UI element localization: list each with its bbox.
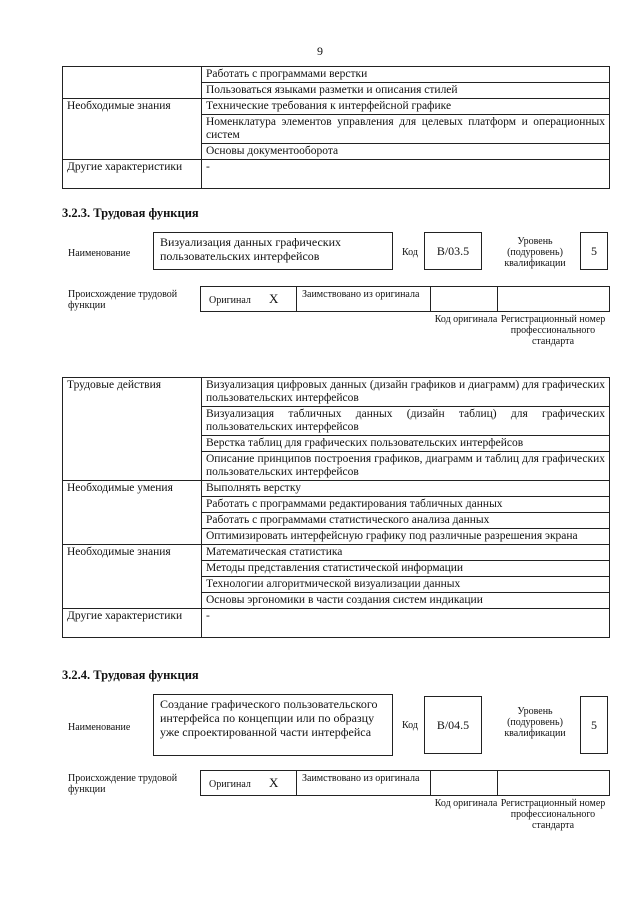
borrowed-label: Заимствовано из оригинала (302, 773, 420, 784)
row-label: Необходимые умения (63, 481, 202, 545)
divider (296, 771, 297, 795)
table-cell: - (202, 609, 610, 638)
origin-box (200, 286, 610, 312)
borrowed-label: Заимствовано из оригинала (302, 289, 420, 300)
code-label: Код (402, 247, 418, 258)
original-label: Оригинал (209, 779, 251, 790)
divider (497, 771, 498, 795)
top-requirements-table (62, 66, 610, 189)
table-row (63, 609, 610, 638)
table-cell: Технологии алгоритмической визуализации данных (202, 577, 610, 593)
table-row (63, 67, 610, 83)
table-cell: Визуализация цифровых данных (дизайн графиков и диаграмм) для графических пользовательских интерфейсов (202, 378, 610, 407)
table-cell: Основы документооборота (202, 144, 610, 160)
divider (497, 287, 498, 311)
table-row (63, 481, 610, 497)
code-label: Код (402, 720, 418, 731)
function-name-box (153, 232, 393, 270)
original-mark: X (269, 775, 279, 790)
reg-number-caption: Регистрационный номер профессионального стандарта (500, 798, 606, 831)
original-mark: X (269, 291, 279, 306)
table-cell: Работать с программами редактирования табличных данных (202, 497, 610, 513)
table-row (63, 160, 610, 189)
origin-code-caption: Код оригинала (434, 314, 498, 325)
table-cell: Основы эргономики в части создания систем индикации (202, 593, 610, 609)
name-label: Наименование (68, 248, 131, 259)
table-cell: Технические требования к интерфейсной графике (202, 99, 610, 115)
row-label: Другие характеристики (63, 609, 202, 638)
code-value: B/04.5 (424, 696, 482, 754)
labor-function-table (62, 377, 610, 638)
table-cell: Методы представления статистической информации (202, 561, 610, 577)
table-row (63, 378, 610, 407)
table-cell: Верстка таблиц для графических пользовательских интерфейсов (202, 436, 610, 452)
divider (296, 287, 297, 311)
level-label: Уровень (подуровень) квалификации (504, 706, 566, 739)
level-value: 5 (580, 232, 608, 270)
table-cell: Пользоваться языками разметки и описания стилей (202, 83, 610, 99)
origin-box (200, 770, 610, 796)
table-row (63, 545, 610, 561)
reg-number-caption: Регистрационный номер профессионального стандарта (500, 314, 606, 347)
table-cell: Выполнять верстку (202, 481, 610, 497)
divider (430, 771, 431, 795)
page-number: 9 (317, 44, 323, 58)
table-cell: - (202, 160, 610, 189)
row-label: Необходимые знания (63, 545, 202, 609)
table-cell: Визуализация табличных данных (дизайн таблиц) для графических пользовательских интерфейсов (202, 407, 610, 436)
table-cell: Оптимизировать интерфейсную графику под различные разрешения экрана (202, 529, 610, 545)
table-row (63, 99, 610, 115)
function-name: Создание графического пользовательского интерфейса по концепции или по образцу уже спроектированной части интерфейса (160, 697, 378, 739)
row-label: Необходимые знания (63, 99, 202, 160)
original-label: Оригинал (209, 295, 251, 306)
level-value: 5 (580, 696, 608, 754)
row-label (63, 67, 202, 99)
code-value: B/03.5 (424, 232, 482, 270)
origin-code-caption: Код оригинала (434, 798, 498, 809)
level-label: Уровень (подуровень) квалификации (504, 236, 566, 269)
name-label: Наименование (68, 722, 131, 733)
row-label: Трудовые действия (63, 378, 202, 481)
function-name-box (153, 694, 393, 756)
table-cell: Работать с программами статистического анализа данных (202, 513, 610, 529)
table-cell: Математическая статистика (202, 545, 610, 561)
table-cell: Работать с программами верстки (202, 67, 610, 83)
table-cell: Описание принципов построения графиков, диаграмм и таблиц для графических пользовательских интерфейсов (202, 452, 610, 481)
function-name: Визуализация данных графических пользовательских интерфейсов (160, 235, 342, 263)
table-cell: Номенклатура элементов управления для целевых платформ и операционных систем (202, 115, 610, 144)
origin-label: Происхождение трудовой функции (68, 773, 178, 795)
section-heading: 3.2.3. Трудовая функция (62, 206, 199, 220)
row-label: Другие характеристики (63, 160, 202, 189)
origin-label: Происхождение трудовой функции (68, 289, 178, 311)
divider (430, 287, 431, 311)
section-heading: 3.2.4. Трудовая функция (62, 668, 199, 682)
